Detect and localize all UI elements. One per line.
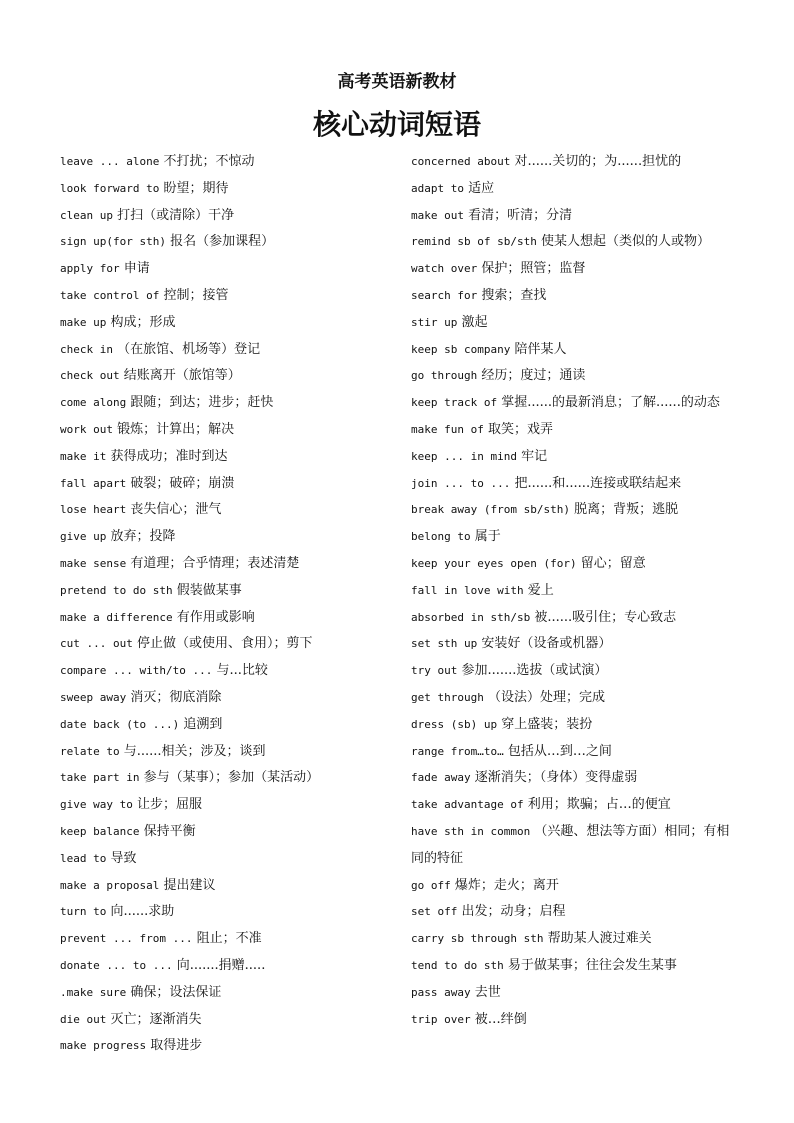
phrase-entry [411,203,741,230]
phrase-english: sweep away [60,690,127,704]
phrase-chinese: 帮助某人渡过难关 [547,931,652,947]
phrase-english: fade away [411,771,471,785]
phrase-english: dress (sb) up [411,717,498,731]
phrase-entry [411,685,741,712]
phrase-english: check in [60,342,113,356]
phrase-english: leave ... alone [60,155,160,168]
phrase-entry [60,712,400,739]
phrase-entry [411,444,741,471]
phrase-english: concerned about [411,155,511,168]
phrase-chinese: 不打扰；不惊动 [163,154,255,169]
phrase-chinese: 提出建议 [163,877,216,893]
phrase-entry [60,926,400,953]
phrase-english: keep your eyes open (for) [411,556,577,570]
phrase-entry [411,658,741,685]
phrase-entry [411,524,741,551]
phrase-chinese: 控制；接管 [163,287,229,303]
phrase-entry [411,792,741,819]
phrase-chinese: 易于做某事；往往会发生某事 [507,957,677,973]
phrase-chinese: 盼望；期待 [163,180,229,196]
phrase-english: .make sure [60,985,127,999]
phrase-entry [411,899,741,926]
phrase-chinese: 打扫（或清除）干净 [117,207,235,223]
phrase-entry [60,497,400,524]
phrase-english: try out [411,664,458,678]
phrase-chinese: 对......关切的；为......担忧的 [514,154,682,169]
phrase-entry [411,256,741,283]
phrase-english: set sth up [411,637,478,651]
phrase-chinese: 保护；照管；监督 [481,261,586,277]
phrase-entry [411,578,741,605]
phrase-chinese: 申请 [123,261,150,277]
phrase-entry [60,524,400,551]
phrase-chinese: 被…绊倒 [474,1011,527,1027]
phrase-entry [411,605,741,632]
phrase-english: look forward to [60,181,160,195]
phrase-english: make it [60,449,107,463]
phrase-chinese: 参与（某事）；参加（某活动） [143,770,320,786]
phrase-entry [411,551,741,578]
phrase-entry [60,203,400,230]
phrase-entry [60,685,400,712]
phrase-chinese: 脱离；背叛；逃脱 [574,502,679,518]
phrase-entry [60,792,400,819]
phrase-entry [60,337,400,364]
phrase-chinese: 报名（参加课程） [170,234,275,250]
document-subtitle: 高考英语新教材 [337,72,457,92]
phrase-entry [411,953,741,980]
phrase-entry [60,176,400,203]
phrase-chinese: 经历；度过；通读 [481,368,586,384]
phrase-chinese: 结账离开（旅馆等） [123,368,241,384]
phrase-entry [60,363,400,390]
phrase-english: keep ... in mind [411,449,517,463]
phrase-chinese: 获得成功；准时到达 [110,448,228,464]
phrase-entry [411,229,741,256]
phrase-english: donate ... to ... [60,958,173,972]
phrase-entry [411,739,741,766]
phrase-chinese: 出发；动身；启程 [461,904,566,920]
phrase-english: trip over [411,1012,471,1026]
phrase-chinese: 参加.......选拔（或试演） [461,663,608,679]
phrase-chinese: 穿上盛装；装扮 [501,716,593,732]
phrase-chinese: 追溯到 [183,716,223,732]
phrase-entry [411,310,741,337]
phrase-chinese: 向.......捐赠..... [176,957,266,973]
phrase-entry [411,417,741,444]
phrase-chinese: 消灭；彻底消除 [130,689,222,705]
phrase-english: make a proposal [60,878,160,892]
phrase-chinese: 逐渐消失；（身体）变得虚弱 [474,770,638,786]
phrase-chinese: 被......吸引住；专心致志 [534,609,677,625]
phrase-english: compare ... with/to ... [60,664,213,678]
phrase-english: go through [411,369,478,383]
phrase-entry [60,310,400,337]
phrase-entry [411,765,741,792]
phrase-chinese: 使某人想起（类似的人或物） [540,234,710,250]
phrase-english: tend to do sth [411,958,504,972]
phrase-chinese: 与......相关；涉及；谈到 [123,743,266,759]
phrase-chinese: 去世 [474,984,501,1000]
phrase-chinese: 掌握......的最新消息；了解......的动态 [501,395,720,411]
phrase-entry [60,953,400,980]
phrase-entry [411,819,741,873]
phrase-chinese: 有作用或影响 [176,609,255,625]
phrase-english: range from…to… [411,744,504,758]
phrase-english: fall in love with [411,583,524,597]
phrase-english: give way to [60,798,133,812]
phrase-english: work out [60,422,113,436]
phrase-chinese: 让步；屈服 [137,797,203,813]
phrase-entry [411,926,741,953]
phrase-english: make sense [60,556,127,570]
phrase-english: lead to [60,851,107,865]
phrase-entry [60,819,400,846]
phrase-entry [411,1007,741,1034]
phrase-chinese: （兴趣、想法等方面）相同；有相同的特征 [411,823,730,866]
phrase-chinese: 属于 [474,529,501,545]
phrase-english: clean up [60,208,113,222]
phrase-entry [60,631,400,658]
phrase-entry [60,229,400,256]
phrase-english: take part in [60,771,140,785]
phrase-entry [60,149,400,176]
phrase-chinese: 确保；设法保证 [130,984,222,1000]
phrase-entry [60,846,400,873]
phrase-chinese: （设法）处理；完成 [488,689,606,705]
phrase-english: take control of [60,288,160,302]
phrase-entry [60,605,400,632]
left-phrase-list [60,149,400,1060]
phrase-entry [60,390,400,417]
phrase-entry [411,363,741,390]
phrase-chinese: 利用；欺骗；占…的便宜 [527,797,671,813]
document-title: 核心动词短语 [312,108,481,141]
phrase-english: go off [411,878,451,892]
phrase-english: sign up(for sth) [60,235,166,249]
phrase-english: take advantage of [411,798,524,812]
phrase-english: check out [60,369,120,383]
phrase-english: set off [411,905,458,919]
phrase-english: make up [60,315,107,329]
phrase-english: come along [60,396,127,410]
phrase-entry [60,256,400,283]
phrase-entry [60,1033,400,1060]
phrase-chinese: 取得进步 [150,1038,203,1054]
phrase-entry [60,471,400,498]
phrase-english: make a difference [60,610,173,624]
phrase-chinese: 爱上 [527,582,554,598]
phrase-english: search for [411,288,478,302]
phrase-chinese: 停止做（或使用、食用）；剪下 [137,636,313,652]
phrase-english: pretend to do sth [60,583,173,597]
phrase-chinese: 取笑；戏弄 [488,421,554,437]
phrase-english: cut ... out [60,637,133,651]
phrase-english: adapt to [411,181,464,195]
phrase-english: carry sb through sth [411,932,544,946]
phrase-english: stir up [411,315,458,329]
phrase-entry [60,899,400,926]
phrase-chinese: 向......求助 [110,904,175,920]
phrase-chinese: 留心；留意 [580,555,646,571]
phrase-english: turn to [60,905,107,919]
phrase-chinese: 把......和......连接或联结起来 [514,475,682,491]
phrase-entry [60,417,400,444]
phrase-entry [60,658,400,685]
phrase-english: pass away [411,985,471,999]
phrase-english: apply for [60,262,120,276]
phrase-english: make fun of [411,422,484,436]
phrase-chinese: 构成；形成 [110,314,176,330]
phrase-entry [411,337,741,364]
phrase-english: make progress [60,1039,147,1053]
phrase-english: break away (from sb/sth) [411,503,570,517]
phrase-chinese: 包括从…到…之间 [507,743,612,759]
phrase-entry [411,390,741,417]
phrase-entry [411,176,741,203]
phrase-chinese: （在旅馆、机场等）登记 [117,341,261,357]
phrase-chinese: 锻炼；计算出；解决 [117,421,235,437]
phrase-entry [411,873,741,900]
phrase-english: date back (to ...) [60,717,180,731]
phrase-english: keep track of [411,396,498,410]
phrase-english: watch over [411,262,478,276]
phrase-chinese: 丧失信心；泄气 [130,502,222,518]
phrase-english: make out [411,208,464,222]
phrase-entry [60,739,400,766]
phrase-entry [411,471,741,498]
phrase-english: lose heart [60,503,127,517]
phrase-english: keep balance [60,824,140,838]
phrase-entry [60,765,400,792]
phrase-entry [411,631,741,658]
phrase-english: keep sb company [411,342,511,356]
phrase-english: have sth in common [411,824,531,838]
phrase-chinese: 保持平衡 [143,823,196,839]
phrase-chinese: 看清；听清；分清 [468,207,573,223]
phrase-entry [411,283,741,310]
phrase-english: give up [60,530,107,544]
phrase-chinese: 导致 [110,850,137,866]
phrase-entry [60,1007,400,1034]
phrase-chinese: 有道理；合乎情理；表述清楚 [130,555,300,571]
phrase-english: fall apart [60,476,127,490]
phrase-chinese: 安装好（设备或机器） [481,636,612,652]
phrase-chinese: 爆炸；走火；离开 [454,877,559,893]
phrase-chinese: 搜索；查找 [481,287,547,303]
phrase-english: get through [411,690,484,704]
phrase-chinese: 适应 [468,180,495,196]
phrase-entry [60,283,400,310]
phrase-english: die out [60,1012,107,1026]
phrase-chinese: 跟随；到达；进步；赶快 [130,395,274,411]
phrase-entry [411,712,741,739]
phrase-entry [60,873,400,900]
phrase-english: prevent ... from ... [60,932,193,946]
phrase-chinese: 牢记 [521,448,548,464]
phrase-chinese: 陪伴某人 [514,341,567,357]
phrase-chinese: 与...比较 [216,663,268,679]
phrase-chinese: 破裂；破碎；崩溃 [130,475,235,491]
phrase-entry [60,551,400,578]
phrase-english: absorbed in sth/sb [411,610,531,624]
phrase-chinese: 假装做某事 [176,582,242,598]
phrase-entry [60,980,400,1007]
phrase-english: join ... to ... [411,476,511,490]
phrase-entry [60,444,400,471]
phrase-entry [411,497,741,524]
phrase-chinese: 阻止；不准 [196,931,262,947]
phrase-entry [411,980,741,1007]
phrase-english: remind sb of sb/sth [411,235,537,249]
phrase-chinese: 灭亡；逐渐消失 [110,1011,202,1027]
phrase-entry [60,578,400,605]
phrase-chinese: 放弃；投降 [110,529,176,545]
phrase-entry [411,149,741,176]
right-phrase-list [411,149,741,1033]
phrase-english: relate to [60,744,120,758]
phrase-english: belong to [411,530,471,544]
phrase-chinese: 激起 [461,314,488,330]
